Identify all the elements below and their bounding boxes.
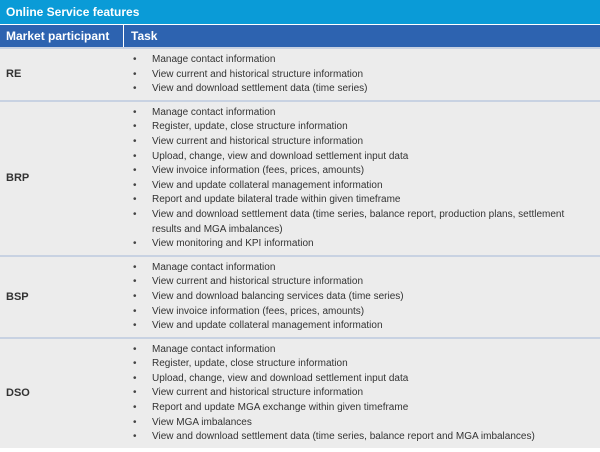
table-row-bsp (0, 255, 600, 337)
task-item: • Upload, change, view and download settlement input data (131, 372, 592, 387)
task-item: • View and download settlement data (time series) (131, 82, 592, 97)
task-item: • View MGA imbalances (131, 416, 592, 431)
task-item: • View and download settlement data (time series, balance report and MGA imbalances) (131, 430, 592, 445)
participant-cell: RE (6, 68, 22, 81)
participant-cell: DSO (6, 387, 30, 400)
task-item: • View invoice information (fees, prices, amounts) (131, 164, 592, 179)
task-item: • Report and update MGA exchange within given timeframe (131, 401, 592, 416)
table-row-brp (0, 100, 600, 255)
task-item: • Register, update, close structure information (131, 357, 592, 372)
task-item: • View current and historical structure information (131, 135, 592, 150)
task-list (131, 53, 592, 97)
task-item: • View and update collateral management information (131, 319, 592, 334)
task-item: • Register, update, close structure information (131, 120, 592, 135)
participant-cell: BRP (6, 172, 30, 185)
task-item: • Manage contact information (131, 106, 592, 121)
task-list (131, 261, 592, 334)
header-task: Task (124, 25, 600, 47)
task-item: • View and download settlement data (time series, balance report, production plans, settlement results and MGA imbalances) (131, 208, 592, 237)
task-item: • View current and historical structure information (131, 386, 592, 401)
table-row-re (0, 47, 600, 100)
task-list (131, 106, 592, 252)
task-item: • View monitoring and KPI information (131, 237, 592, 252)
task-cell (124, 49, 600, 100)
participant-cell: BSP (6, 290, 29, 303)
task-list (131, 343, 592, 445)
table-title: Online Service features (0, 0, 600, 24)
task-item: • Manage contact information (131, 53, 592, 68)
task-item: • View current and historical structure information (131, 68, 592, 83)
task-cell (124, 339, 600, 448)
table-header (0, 25, 600, 47)
task-item: • Report and update bilateral trade within given timeframe (131, 193, 592, 208)
header-market-participant: Market participant (0, 25, 123, 47)
task-item: • View current and historical structure information (131, 275, 592, 290)
table-row-dso (0, 337, 600, 448)
task-item: • Manage contact information (131, 343, 592, 358)
task-cell (124, 257, 600, 337)
task-item: • Upload, change, view and download settlement input data (131, 150, 592, 165)
task-item: • View and download balancing services data (time series) (131, 290, 592, 305)
task-item: • View invoice information (fees, prices, amounts) (131, 305, 592, 320)
task-item: • Manage contact information (131, 261, 592, 276)
task-item: • View and update collateral management information (131, 179, 592, 194)
task-cell (124, 102, 600, 255)
